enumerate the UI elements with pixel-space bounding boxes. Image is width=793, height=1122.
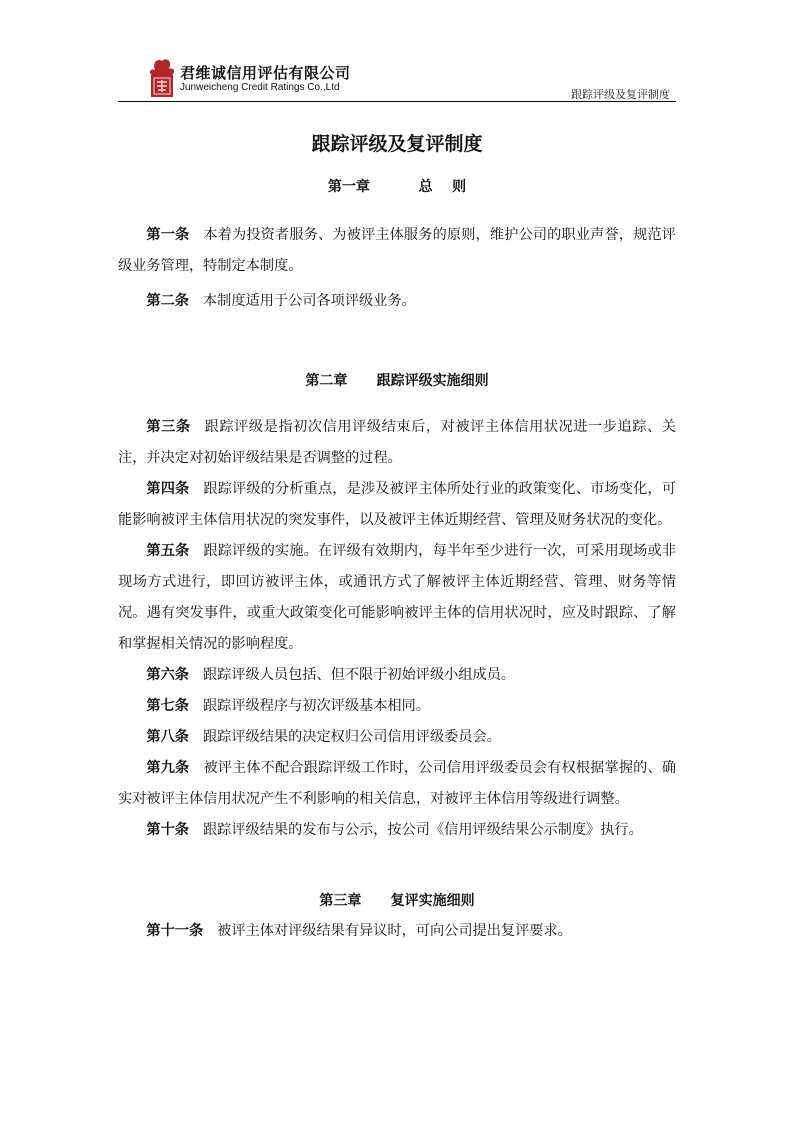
article-text: 本着为投资者服务、为被评主体服务的原则，维护公司的职业声誉，规范评级业务管理，特制定本制度。	[118, 227, 676, 274]
article-label: 第四条	[146, 481, 190, 497]
article-5	[118, 536, 676, 660]
page-header	[118, 52, 676, 102]
chapter-heading-3: 第三章 复评实施细则	[319, 893, 475, 909]
company-name-en: Junweicheng Credit Ratings Co.,Ltd	[180, 82, 340, 93]
article-label: 第三条	[146, 419, 191, 435]
article-text: 跟踪评级是指初次信用评级结束后，对被评主体信用状况进一步追踪、关注，并决定对初始评级结果是否调整的过程。	[118, 419, 676, 466]
document-body	[118, 126, 676, 947]
article-label: 第八条	[146, 729, 189, 745]
article-11	[118, 916, 676, 947]
article-label: 第五条	[146, 543, 190, 559]
article-6	[118, 660, 676, 691]
header-document-name: 跟踪评级及复评制度	[571, 88, 670, 101]
article-text: 跟踪评级人员包括、但不限于初始评级小组成员。	[202, 667, 516, 683]
article-9	[118, 753, 676, 815]
article-10	[118, 815, 676, 846]
chapter-heading-2: 第二章 跟踪评级实施细则	[305, 373, 489, 389]
article-label: 第一条	[146, 227, 190, 243]
article-text: 跟踪评级的分析重点，是涉及被评主体所处行业的政策变化、市场变化，可能影响被评主体信用状况的突发事件，以及被评主体近期经营、管理及财务状况的变化。	[118, 481, 676, 528]
page-title: 跟踪评级及复评制度	[311, 133, 483, 155]
article-text: 被评主体不配合跟踪评级工作时，公司信用评级委员会有权根据掌握的、确实对被评主体信用状况产生不利影响的相关信息，对被评主体信用等级进行调整。	[118, 760, 676, 807]
article-text: 跟踪评级程序与初次评级基本相同。	[202, 698, 430, 714]
article-text: 跟踪评级结果的决定权归公司信用评级委员会。	[202, 729, 501, 745]
article-text: 被评主体对评级结果有异议时，可向公司提出复评要求。	[217, 923, 572, 939]
article-1	[118, 220, 676, 282]
article-label: 第十条	[146, 822, 189, 838]
chapter-heading-1: 第一章 总 则	[327, 179, 467, 195]
article-label: 第七条	[146, 698, 189, 714]
article-4	[118, 474, 676, 536]
article-label: 第二条	[146, 293, 189, 309]
company-logo-icon	[146, 56, 178, 98]
article-2	[118, 286, 676, 317]
article-text: 跟踪评级的实施。在评级有效期内，每半年至少进行一次，可采用现场或非现场方式进行，即回访被评主体，或通讯方式了解被评主体近期经营、管理、财务等情况。遇有突发事件，或重大政策变化可能影响被评主体的信用状况时，应及时跟踪、了解和掌握相关情况的影响程度。	[118, 543, 676, 652]
article-text: 跟踪评级结果的发布与公示，按公司《信用评级结果公示制度》执行。	[202, 822, 643, 838]
article-8	[118, 722, 676, 753]
article-text: 本制度适用于公司各项评级业务。	[202, 293, 416, 309]
company-name-cn: 君维诚信用评估有限公司	[180, 64, 351, 82]
article-label: 第六条	[146, 667, 189, 683]
article-label: 第十一条	[146, 923, 204, 939]
article-label: 第九条	[146, 760, 190, 776]
article-3	[118, 412, 676, 474]
article-7	[118, 691, 676, 722]
header-divider	[118, 101, 676, 102]
